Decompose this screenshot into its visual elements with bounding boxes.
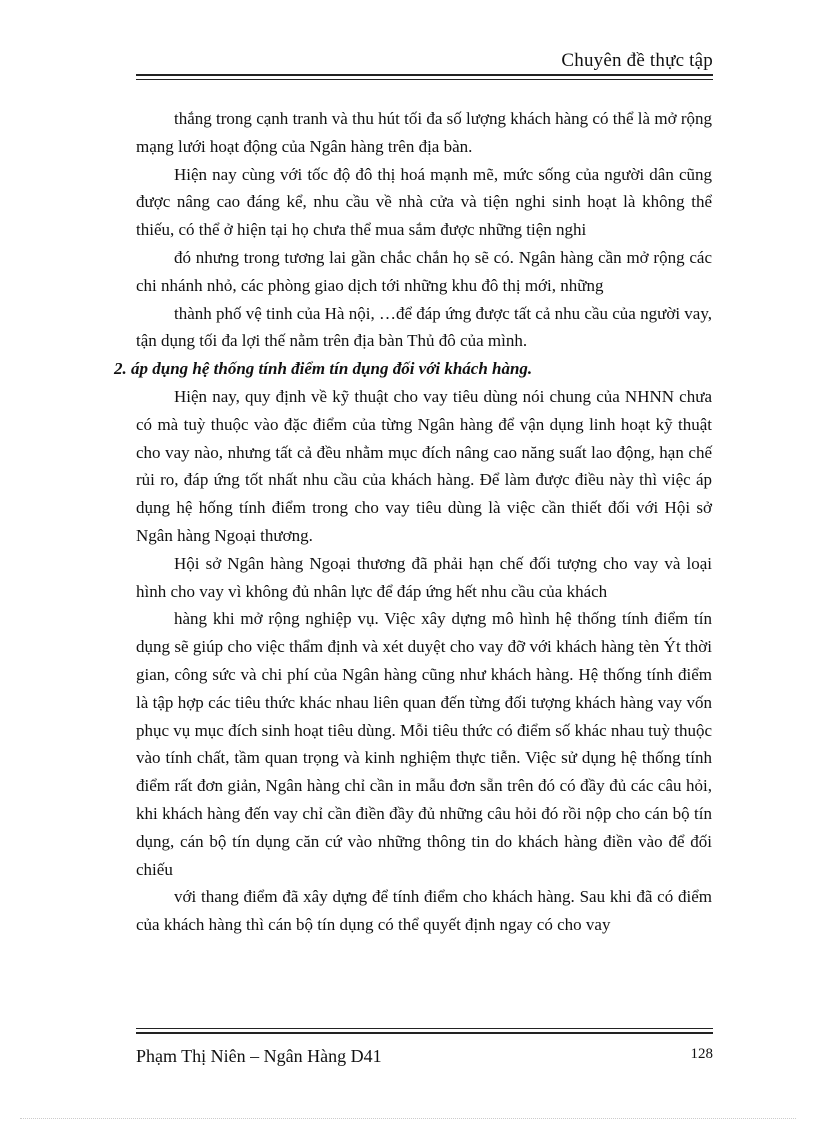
paragraph-1: thắng trong cạnh tranh và thu hút tối đa số lượng khách hàng có thể là mở rộng mạng lưới hoạt động của Ngân hàng trên địa bàn. <box>136 109 712 156</box>
document-body <box>114 105 712 939</box>
page-header-title: Chuyên đề thực tập <box>561 50 713 71</box>
header-rule-thick <box>136 74 713 76</box>
page-edge-divider <box>20 1118 796 1119</box>
paragraph-2: Hiện nay cùng với tốc độ đô thị hoá mạnh mẽ, mức sống của người dân cũng được nâng cao đáng kể, nhu cầu về nhà cửa và tiện nghi sinh hoạt là không thể thiếu, có thể ở hiện tại họ chưa thể mua sắm được những tiện nghi <box>136 164 712 240</box>
page-number: 128 <box>690 1046 713 1062</box>
paragraph-8: với thang điểm đã xây dựng để tính điểm cho khách hàng. Sau khi đã có điểm của khách hàng thì cán bộ tín dụng có thể quyết định ngay có cho vay <box>136 887 712 935</box>
paragraph-7: hàng khi mở rộng nghiệp vụ. Việc xây dựng mô hình hệ thống tính điểm tín dụng sẽ giúp cho việc thẩm định và xét duyệt cho vay đỡ với khách hàng tèn Ýt thời gian, công sức và chi phí của Ngân hàng cũng như khách hàng. Hệ thống tính điểm là tập hợp các tiêu thức khác nhau liên quan đến từng đối tượng khách hàng vay vốn phục vụ mục đích sinh hoạt tiêu dùng. Mỗi tiêu thức có điểm số khác nhau tuỳ thuộc vào tính chất, tầm quan trọng và kinh nghiệm thực tiễn. Việc sử dụng hệ thống tính điểm rất đơn giản, Ngân hàng chỉ cần in mẫu đơn sẵn trên đó có đầy đủ các câu hỏi, khi khách hàng đến vay chỉ cần điền đầy đủ những câu hỏi đó rồi nộp cho cán bộ tín dụng, cán bộ tín dụng căn cứ vào những thông tin do khách hàng điền vào để đối chiếu <box>136 609 712 879</box>
header-rule-thin <box>136 79 713 80</box>
paragraph-4: thành phố vệ tinh của Hà nội, …để đáp ứng được tất cả nhu cầu của người vay, tận dụng tối đa lợi thế nằm trên địa bàn Thủ đô của mình. <box>136 303 712 351</box>
section-heading: 2. áp dụng hệ thống tính điểm tín dụng đối với khách hàng. <box>114 359 533 379</box>
footer-author: Phạm Thị Niên – Ngân Hàng D41 <box>136 1046 382 1066</box>
paragraph-5: Hiện nay, quy định về kỹ thuật cho vay tiêu dùng nói chung của NHNN chưa có mà tuỳ thuộc vào đặc điểm của từng Ngân hàng để vận dụng linh hoạt kỹ thuật cho vay nào, nhưng tất cả đều nhằm mục đích nâng cao năng suất lao động, hạn chế rủi ro, đáp ứng tốt nhất nhu cầu của khách hàng. Để làm được điều này thì việc áp dụng hệ hống tính điểm trong cho vay tiêu dùng là việc cần thiết đối với Hội sở Ngân hàng Ngoại thương. <box>136 386 712 545</box>
paragraph-6: Hội sở Ngân hàng Ngoại thương đã phải hạn chế đối tượng cho vay và loại hình cho vay vì không đủ nhân lực để đáp ứng hết nhu cầu của khách <box>136 553 712 601</box>
paragraph-3: đó nhưng trong tương lai gần chắc chắn họ sẽ có. Ngân hàng cần mở rộng các chi nhánh nhỏ, các phòng giao dịch tới những khu đô thị mới, những <box>136 247 712 295</box>
footer-rule-thick <box>136 1032 713 1034</box>
footer-rule-thin <box>136 1028 713 1029</box>
